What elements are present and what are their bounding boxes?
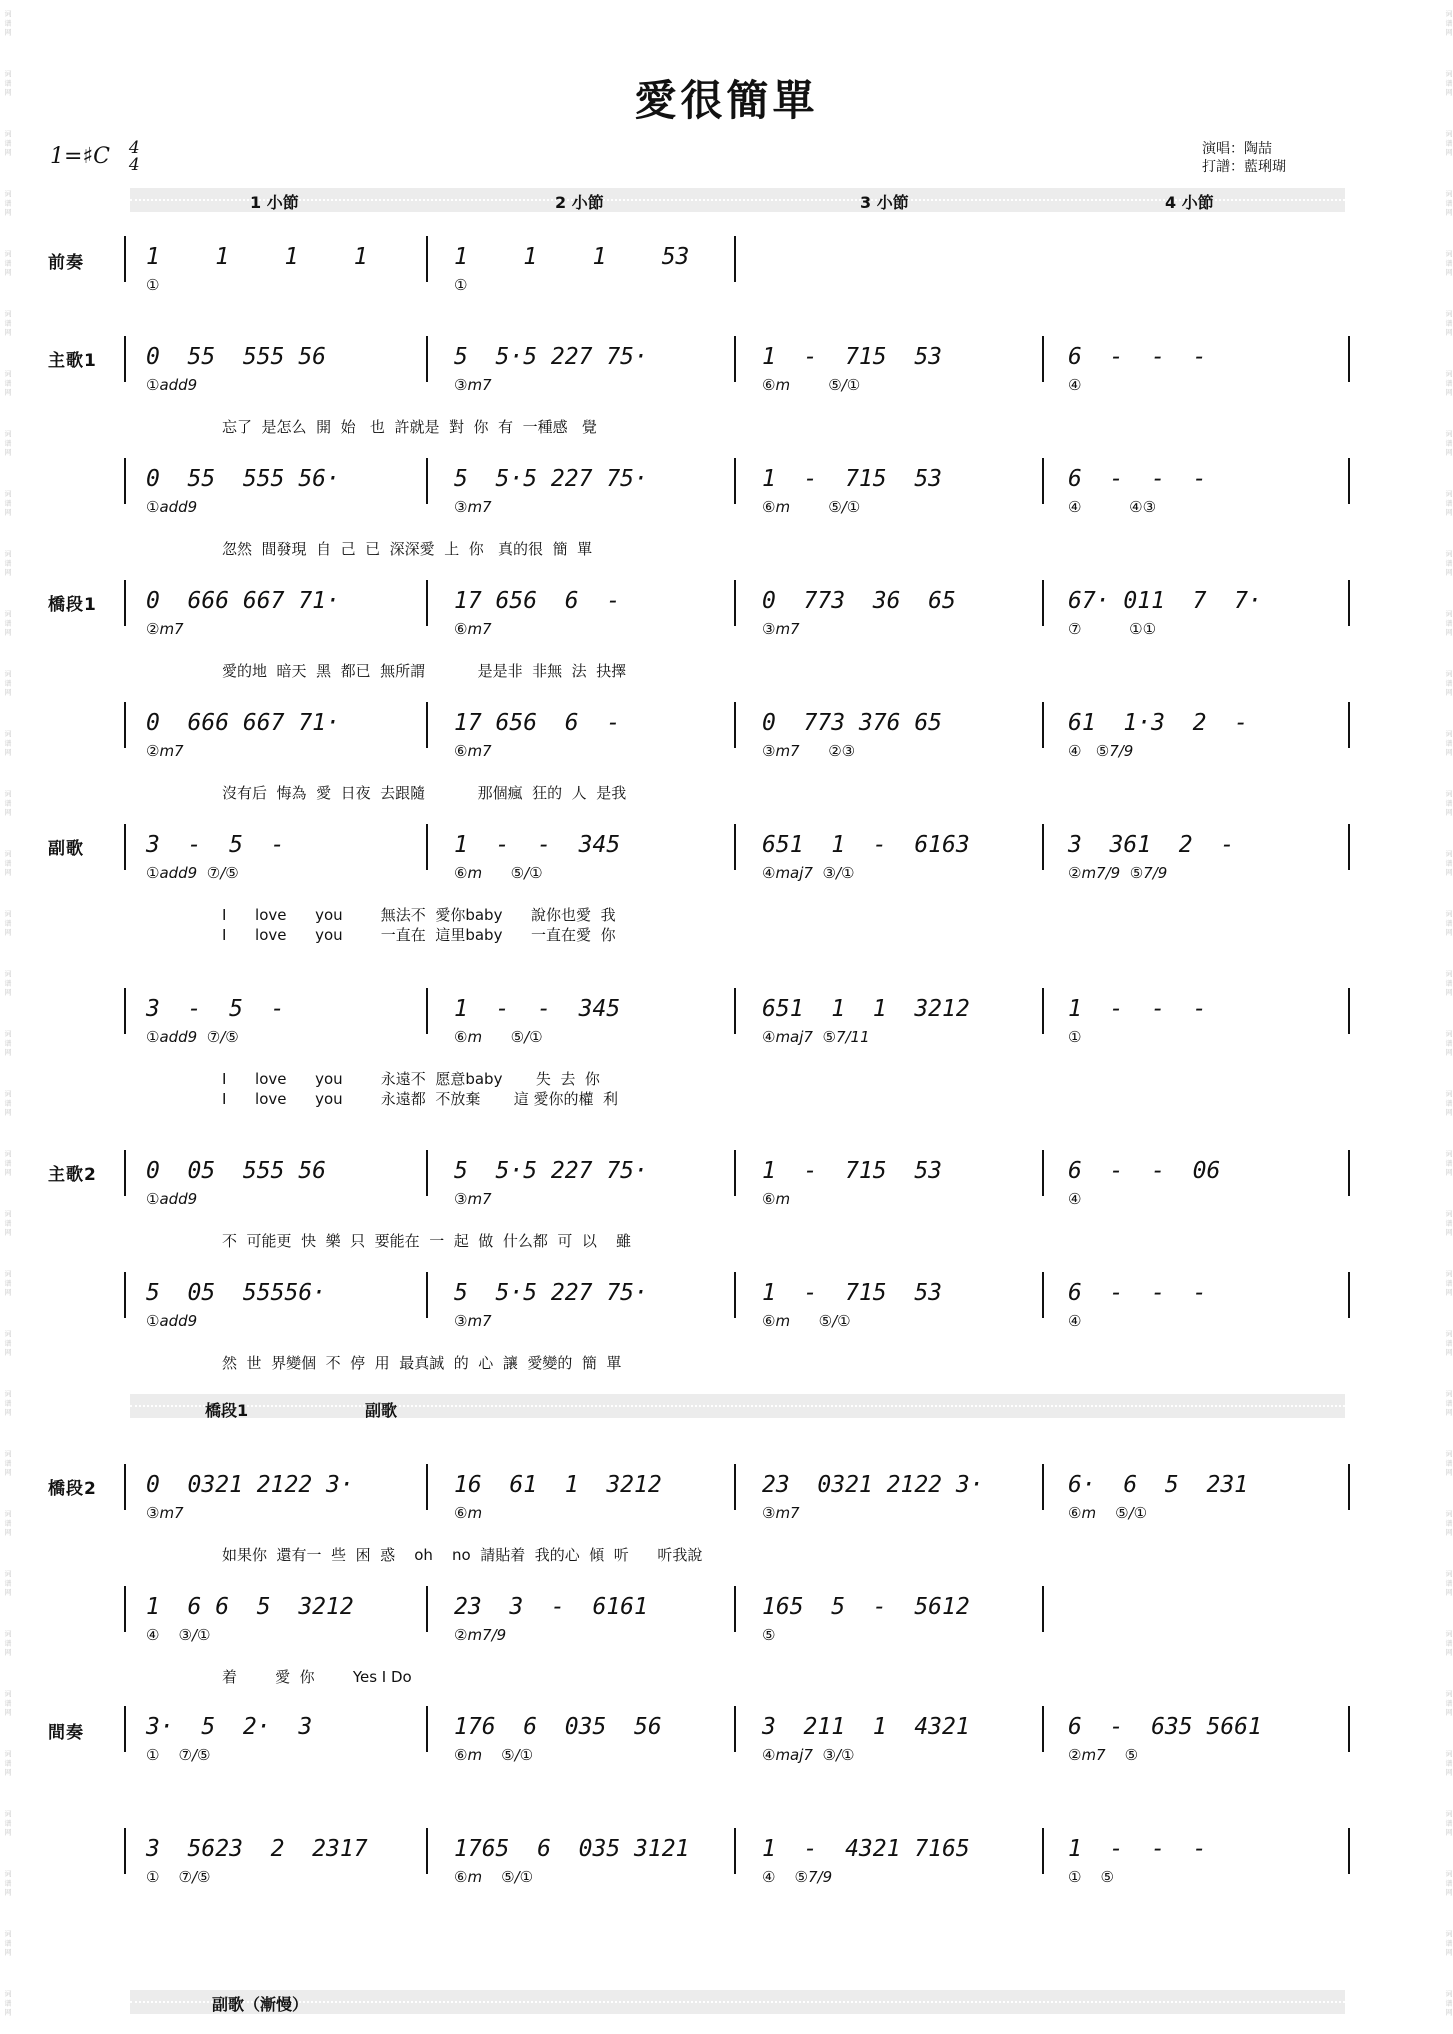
measure-chords: ⑦ ①①: [1068, 620, 1157, 638]
barline: [426, 702, 428, 748]
measure-notes: 651 1 - 6163: [762, 832, 970, 858]
measure-chords: ①add9 ⑦/⑤: [146, 1028, 239, 1046]
watermark-glyph: 词 谱 网: [4, 490, 12, 516]
key-tonic: 1=♯C: [50, 144, 110, 169]
watermark-glyph: 词 谱 网: [1445, 1510, 1453, 1536]
barline: [426, 236, 428, 282]
measure-notes: 6 - - -: [1068, 1280, 1207, 1306]
measure-chords: ⑤: [762, 1626, 776, 1644]
watermark-glyph: 词 谱 网: [1445, 1210, 1453, 1236]
measure-chords: ⑥m ⑤/①: [454, 864, 543, 882]
lyric-line: 如果你 還有一 些 困 惑 oh no 請貼着 我的心 傾 听 听我說: [222, 1546, 703, 1564]
watermark-glyph: 词 谱 网: [1445, 790, 1453, 816]
bar-label-4: 4 小節: [1165, 193, 1214, 212]
barline: [1042, 580, 1044, 626]
watermark-glyph: 词 谱 网: [1445, 1330, 1453, 1356]
measure-notes: 0 05 555 56: [146, 1158, 327, 1184]
watermark-glyph: 词 谱 网: [4, 370, 12, 396]
barline: [1348, 1150, 1350, 1196]
watermark-glyph: 词 谱 网: [1445, 1630, 1453, 1656]
barline: [426, 1586, 428, 1632]
barline: [426, 1464, 428, 1510]
measure-notes: 17 656 6 -: [454, 710, 621, 736]
section-intro: 前奏: [48, 253, 84, 273]
measure-notes: 1 - 715 53: [762, 1158, 943, 1184]
barline: [1042, 824, 1044, 870]
measure-chords: ③m7: [762, 1504, 800, 1522]
measure-notes: 5 5·5 227 75·: [454, 1280, 648, 1306]
measure-chords: ④: [1068, 376, 1082, 394]
barline: [734, 702, 736, 748]
measure-chords: ③m7: [762, 620, 800, 638]
watermark-glyph: 词 谱 网: [4, 130, 12, 156]
watermark-glyph: 词 谱 网: [1445, 130, 1453, 156]
meter-bottom: 4: [128, 155, 140, 175]
measure-chords: ②m7 ⑤: [1068, 1746, 1139, 1764]
measure-chords: ①: [1068, 1028, 1082, 1046]
barline: [426, 1150, 428, 1196]
measure-chords: ① ⑦/⑤: [146, 1868, 211, 1886]
measure-chords: ①: [454, 276, 468, 294]
measure-notes: 23 0321 2122 3·: [762, 1472, 984, 1498]
barline: [734, 1586, 736, 1632]
measure-notes: 17 656 6 -: [454, 588, 621, 614]
bottom-band: [130, 1990, 1345, 2014]
barline: [426, 580, 428, 626]
barline: [124, 236, 126, 282]
key-signature: [50, 140, 140, 174]
watermark-glyph: 词 谱 网: [4, 670, 12, 696]
watermark-glyph: 词 谱 网: [4, 70, 12, 96]
measure-chords: ①add9: [146, 1190, 198, 1208]
left-watermark-stripe: [0, 0, 12, 2034]
barline: [1042, 1272, 1044, 1318]
barline: [1348, 1464, 1350, 1510]
watermark-glyph: 词 谱 网: [1445, 1450, 1453, 1476]
barline: [1348, 1272, 1350, 1318]
measure-notes: 6 - 635 5661: [1068, 1714, 1262, 1740]
measure-chords: ②m7/9: [454, 1626, 507, 1644]
credits: [1202, 140, 1286, 176]
bar-label-3: 3 小節: [860, 193, 909, 212]
lyric-line: 忘了 是怎么 開 始 也 許就是 對 你 有 一種感 覺: [222, 418, 597, 436]
mid-label-chorus: 副歌: [365, 1401, 398, 1420]
measure-chords: ④: [1068, 1312, 1082, 1330]
section-verse1: 主歌1: [48, 351, 97, 371]
watermark-glyph: 词 谱 网: [4, 910, 12, 936]
watermark-glyph: 词 谱 网: [1445, 1270, 1453, 1296]
measure-chords: ①: [146, 276, 160, 294]
measure-notes: 0 773 36 65: [762, 588, 956, 614]
measure-notes: 6· 6 5 231: [1068, 1472, 1249, 1498]
section-bridge2: 橋段2: [48, 1479, 97, 1499]
barline: [1348, 702, 1350, 748]
measure-notes: 16 61 1 3212: [454, 1472, 662, 1498]
watermark-glyph: 词 谱 网: [1445, 730, 1453, 756]
measure-chords: ⑥m ⑤/①: [454, 1028, 543, 1046]
lyric-line: I love you 永遠不 愿意baby 失 去 你: [222, 1070, 600, 1088]
measure-chords: ⑥m7: [454, 742, 492, 760]
measure-notes: 3 - 5 -: [146, 832, 285, 858]
watermark-glyph: 词 谱 网: [4, 1450, 12, 1476]
measure-chords: ④ ⑤7/9: [1068, 742, 1134, 760]
measure-notes: 1 1 1 53: [454, 244, 690, 270]
watermark-glyph: 词 谱 网: [1445, 1990, 1453, 2016]
barline: [124, 458, 126, 504]
barline: [1348, 580, 1350, 626]
barline: [1348, 1706, 1350, 1752]
measure-notes: 0 666 667 71·: [146, 710, 340, 736]
barline: [124, 580, 126, 626]
barline: [1348, 1828, 1350, 1874]
measure-notes: 61 1·3 2 -: [1068, 710, 1249, 736]
section-interlude: 間奏: [48, 1723, 84, 1743]
watermark-glyph: 词 谱 网: [4, 1150, 12, 1176]
measure-notes: 5 5·5 227 75·: [454, 1158, 648, 1184]
right-watermark-stripe: [1441, 0, 1453, 2034]
barline: [734, 1272, 736, 1318]
measure-notes: 0 55 555 56: [146, 344, 327, 370]
barline: [734, 1464, 736, 1510]
lyric-line: 然 世 界變個 不 停 用 最真誠 的 心 讓 愛變的 簡 單: [222, 1354, 622, 1372]
measure-notes: 0 55 555 56·: [146, 466, 340, 492]
lyric-line: 忽然 間發現 自 己 已 深深愛 上 你 真的很 簡 單: [222, 540, 593, 558]
measure-chords: ⑥m ⑤/①: [1068, 1504, 1148, 1522]
watermark-glyph: 词 谱 网: [1445, 490, 1453, 516]
barline: [734, 1150, 736, 1196]
watermark-glyph: 词 谱 网: [1445, 10, 1453, 36]
measure-chords: ① ⑦/⑤: [146, 1746, 211, 1764]
measure-notes: 0 773 376 65: [762, 710, 943, 736]
watermark-glyph: 词 谱 网: [1445, 1690, 1453, 1716]
watermark-glyph: 词 谱 网: [4, 610, 12, 636]
measure-chords: ⑥m: [454, 1504, 483, 1522]
measure-notes: 3 - 5 -: [146, 996, 285, 1022]
barline: [426, 336, 428, 382]
barline: [734, 1828, 736, 1874]
watermark-glyph: 词 谱 网: [4, 730, 12, 756]
watermark-glyph: 词 谱 网: [1445, 190, 1453, 216]
watermark-glyph: 词 谱 网: [1445, 250, 1453, 276]
mid-label-bridge1: 橋段1: [205, 1401, 249, 1420]
watermark-glyph: 词 谱 网: [1445, 850, 1453, 876]
measure-chords: ④maj7 ③/①: [762, 1746, 855, 1764]
measure-chords: ④ ④③: [1068, 498, 1157, 516]
mid-band: [130, 1394, 1345, 1418]
measure-notes: 6 - - -: [1068, 344, 1207, 370]
lyric-line: I love you 一直在 這里baby 一直在愛 你: [222, 926, 616, 944]
watermark-glyph: 词 谱 网: [4, 1210, 12, 1236]
measure-notes: 1765 6 035 3121: [454, 1836, 690, 1862]
lyric-line: 不 可能更 快 樂 只 要能在 一 起 做 什么都 可 以 雖: [222, 1232, 631, 1250]
watermark-glyph: 词 谱 网: [1445, 70, 1453, 96]
watermark-glyph: 词 谱 网: [1445, 970, 1453, 996]
measure-chords: ④maj7 ③/①: [762, 864, 855, 882]
measure-chords: ⑥m7: [454, 620, 492, 638]
watermark-glyph: 词 谱 网: [4, 1510, 12, 1536]
measure-chords: ①add9: [146, 498, 198, 516]
measure-notes: 6 - - -: [1068, 466, 1207, 492]
measure-chords: ⑥m ⑤/①: [762, 376, 861, 394]
section-chorus: 副歌: [48, 839, 84, 859]
measure-chords: ③m7 ②③: [762, 742, 856, 760]
lyric-line: I love you 無法不 愛你baby 說你也愛 我: [222, 906, 616, 924]
lyric-line: 着 愛 你 Yes I Do: [222, 1668, 412, 1686]
watermark-glyph: 词 谱 网: [4, 1630, 12, 1656]
watermark-glyph: 词 谱 网: [4, 550, 12, 576]
barline: [1042, 1706, 1044, 1752]
watermark-glyph: 词 谱 网: [4, 1330, 12, 1356]
measure-notes: 1 - 715 53: [762, 466, 943, 492]
watermark-glyph: 词 谱 网: [4, 1990, 12, 2016]
measure-notes: 5 05 55556·: [146, 1280, 327, 1306]
measure-chords: ②m7/9 ⑤7/9: [1068, 864, 1168, 882]
measure-notes: 3 211 1 4321: [762, 1714, 970, 1740]
measure-chords: ⑥m ⑤/①: [454, 1746, 534, 1764]
watermark-glyph: 词 谱 网: [4, 1270, 12, 1296]
barline: [734, 988, 736, 1034]
measure-notes: 1 - - -: [1068, 996, 1207, 1022]
measure-notes: 1 - 715 53: [762, 344, 943, 370]
measure-chords: ③m7: [454, 498, 492, 516]
barline: [426, 988, 428, 1034]
lyric-line: 愛的地 暗天 黑 都已 無所謂 是是非 非無 法 抉擇: [222, 662, 627, 680]
watermark-glyph: 词 谱 网: [4, 790, 12, 816]
meter-top: 4: [128, 138, 140, 158]
barline: [426, 458, 428, 504]
watermark-glyph: 词 谱 网: [4, 1030, 12, 1056]
barline: [1042, 702, 1044, 748]
barline: [426, 824, 428, 870]
bar-label-2: 2 小節: [555, 193, 604, 212]
measure-notes: 1 - - -: [1068, 1836, 1207, 1862]
barline: [124, 824, 126, 870]
watermark-glyph: 词 谱 网: [4, 1870, 12, 1896]
measure-notes: 1 - - 345: [454, 996, 621, 1022]
barline: [124, 1464, 126, 1510]
barline: [124, 1272, 126, 1318]
measure-notes: 0 666 667 71·: [146, 588, 340, 614]
watermark-glyph: 词 谱 网: [4, 1690, 12, 1716]
watermark-glyph: 词 谱 网: [4, 1930, 12, 1956]
measure-notes: 165 5 - 5612: [762, 1594, 970, 1620]
measure-notes: 3 361 2 -: [1068, 832, 1235, 858]
barline: [734, 458, 736, 504]
watermark-glyph: 词 谱 网: [1445, 1570, 1453, 1596]
barline: [1042, 1586, 1044, 1632]
watermark-glyph: 词 谱 网: [4, 1390, 12, 1416]
barline: [426, 1272, 428, 1318]
measure-notes: 67· 011 7 7·: [1068, 588, 1262, 614]
singer-credit: 演唱：陶喆: [1202, 141, 1272, 157]
watermark-glyph: 词 谱 网: [1445, 1390, 1453, 1416]
bottom-label: 副歌（漸慢）: [212, 1995, 309, 2014]
lyric-line: 沒有后 悔為 愛 日夜 去跟隨 那個瘋 狂的 人 是我: [222, 784, 627, 802]
watermark-glyph: 词 谱 网: [4, 1570, 12, 1596]
watermark-glyph: 词 谱 网: [1445, 430, 1453, 456]
watermark-glyph: 词 谱 网: [1445, 370, 1453, 396]
measure-notes: 6 - - 06: [1068, 1158, 1221, 1184]
watermark-glyph: 词 谱 网: [1445, 1030, 1453, 1056]
watermark-glyph: 词 谱 网: [4, 850, 12, 876]
barline: [124, 1586, 126, 1632]
time-signature: [129, 140, 140, 174]
watermark-glyph: 词 谱 网: [1445, 610, 1453, 636]
barline: [1348, 988, 1350, 1034]
measure-notes: 0 0321 2122 3·: [146, 1472, 354, 1498]
watermark-glyph: 词 谱 网: [1445, 910, 1453, 936]
measure-notes: 3· 5 2· 3: [146, 1714, 313, 1740]
watermark-glyph: 词 谱 网: [4, 310, 12, 336]
measure-notes: 1 6 6 5 3212: [146, 1594, 354, 1620]
measure-notes: 5 5·5 227 75·: [454, 466, 648, 492]
measure-chords: ④ ③/①: [146, 1626, 211, 1644]
barline: [426, 1828, 428, 1874]
measure-chords: ⑥m ⑤/①: [454, 1868, 534, 1886]
measure-notes: 23 3 - 6161: [454, 1594, 648, 1620]
measure-chords: ③m7: [454, 376, 492, 394]
measure-chords: ④: [1068, 1190, 1082, 1208]
watermark-glyph: 词 谱 网: [4, 10, 12, 36]
barline: [734, 236, 736, 282]
measure-chords: ④ ⑤7/9: [762, 1868, 833, 1886]
barline: [124, 336, 126, 382]
barline: [124, 1828, 126, 1874]
watermark-glyph: 词 谱 网: [4, 430, 12, 456]
barline: [734, 1706, 736, 1752]
measure-notes: 176 6 035 56: [454, 1714, 662, 1740]
section-verse2: 主歌2: [48, 1165, 97, 1185]
barline: [1042, 1828, 1044, 1874]
transcriber-credit: 打譜：藍琍瑚: [1202, 159, 1286, 175]
measure-chords: ②m7: [146, 742, 184, 760]
watermark-glyph: 词 谱 网: [1445, 1870, 1453, 1896]
barline: [734, 824, 736, 870]
barline: [734, 580, 736, 626]
barline: [426, 1706, 428, 1752]
watermark-glyph: 词 谱 网: [1445, 1090, 1453, 1116]
barline: [124, 1150, 126, 1196]
barline: [734, 336, 736, 382]
bar-label-1: 1 小節: [250, 193, 299, 212]
barline: [1042, 1464, 1044, 1510]
measure-chords: ③m7: [454, 1190, 492, 1208]
barline: [1348, 336, 1350, 382]
watermark-glyph: 词 谱 网: [1445, 1930, 1453, 1956]
barline: [1042, 336, 1044, 382]
measure-chords: ③m7: [454, 1312, 492, 1330]
barline: [1348, 458, 1350, 504]
watermark-glyph: 词 谱 网: [1445, 1810, 1453, 1836]
measure-chords: ③m7: [146, 1504, 184, 1522]
barline: [124, 702, 126, 748]
bar-header-band: [130, 188, 1345, 212]
barline: [124, 988, 126, 1034]
measure-chords: ⑥m: [762, 1190, 791, 1208]
watermark-glyph: 词 谱 网: [4, 1090, 12, 1116]
watermark-glyph: 词 谱 网: [4, 190, 12, 216]
measure-notes: 1 - 4321 7165: [762, 1836, 970, 1862]
measure-notes: 5 5·5 227 75·: [454, 344, 648, 370]
measure-chords: ②m7: [146, 620, 184, 638]
measure-chords: ⑥m ⑤/①: [762, 498, 861, 516]
barline: [1042, 988, 1044, 1034]
measure-notes: 651 1 1 3212: [762, 996, 970, 1022]
measure-notes: 1 - 715 53: [762, 1280, 943, 1306]
measure-notes: 1 1 1 1: [146, 244, 368, 270]
measure-chords: ①add9: [146, 376, 198, 394]
measure-notes: 3 5623 2 2317: [146, 1836, 368, 1862]
watermark-glyph: 词 谱 网: [1445, 1150, 1453, 1176]
watermark-glyph: 词 谱 网: [1445, 550, 1453, 576]
measure-chords: ①add9: [146, 1312, 198, 1330]
watermark-glyph: 词 谱 网: [1445, 1750, 1453, 1776]
watermark-glyph: 词 谱 网: [4, 250, 12, 276]
lyric-line: I love you 永遠都 不放棄 這 愛你的權 利: [222, 1090, 619, 1108]
measure-notes: 1 - - 345: [454, 832, 621, 858]
barline: [1042, 458, 1044, 504]
watermark-glyph: 词 谱 网: [1445, 670, 1453, 696]
measure-chords: ⑥m ⑤/①: [762, 1312, 851, 1330]
section-bridge1: 橋段1: [48, 595, 97, 615]
measure-chords: ④maj7 ⑤7/11: [762, 1028, 870, 1046]
barline: [1042, 1150, 1044, 1196]
measure-chords: ①add9 ⑦/⑤: [146, 864, 239, 882]
barline: [1348, 824, 1350, 870]
watermark-glyph: 词 谱 网: [4, 970, 12, 996]
measure-chords: ① ⑤: [1068, 1868, 1114, 1886]
song-title: 愛很簡單: [634, 76, 819, 125]
barline: [124, 1706, 126, 1752]
watermark-glyph: 词 谱 网: [4, 1810, 12, 1836]
watermark-glyph: 词 谱 网: [4, 1750, 12, 1776]
watermark-glyph: 词 谱 网: [1445, 310, 1453, 336]
